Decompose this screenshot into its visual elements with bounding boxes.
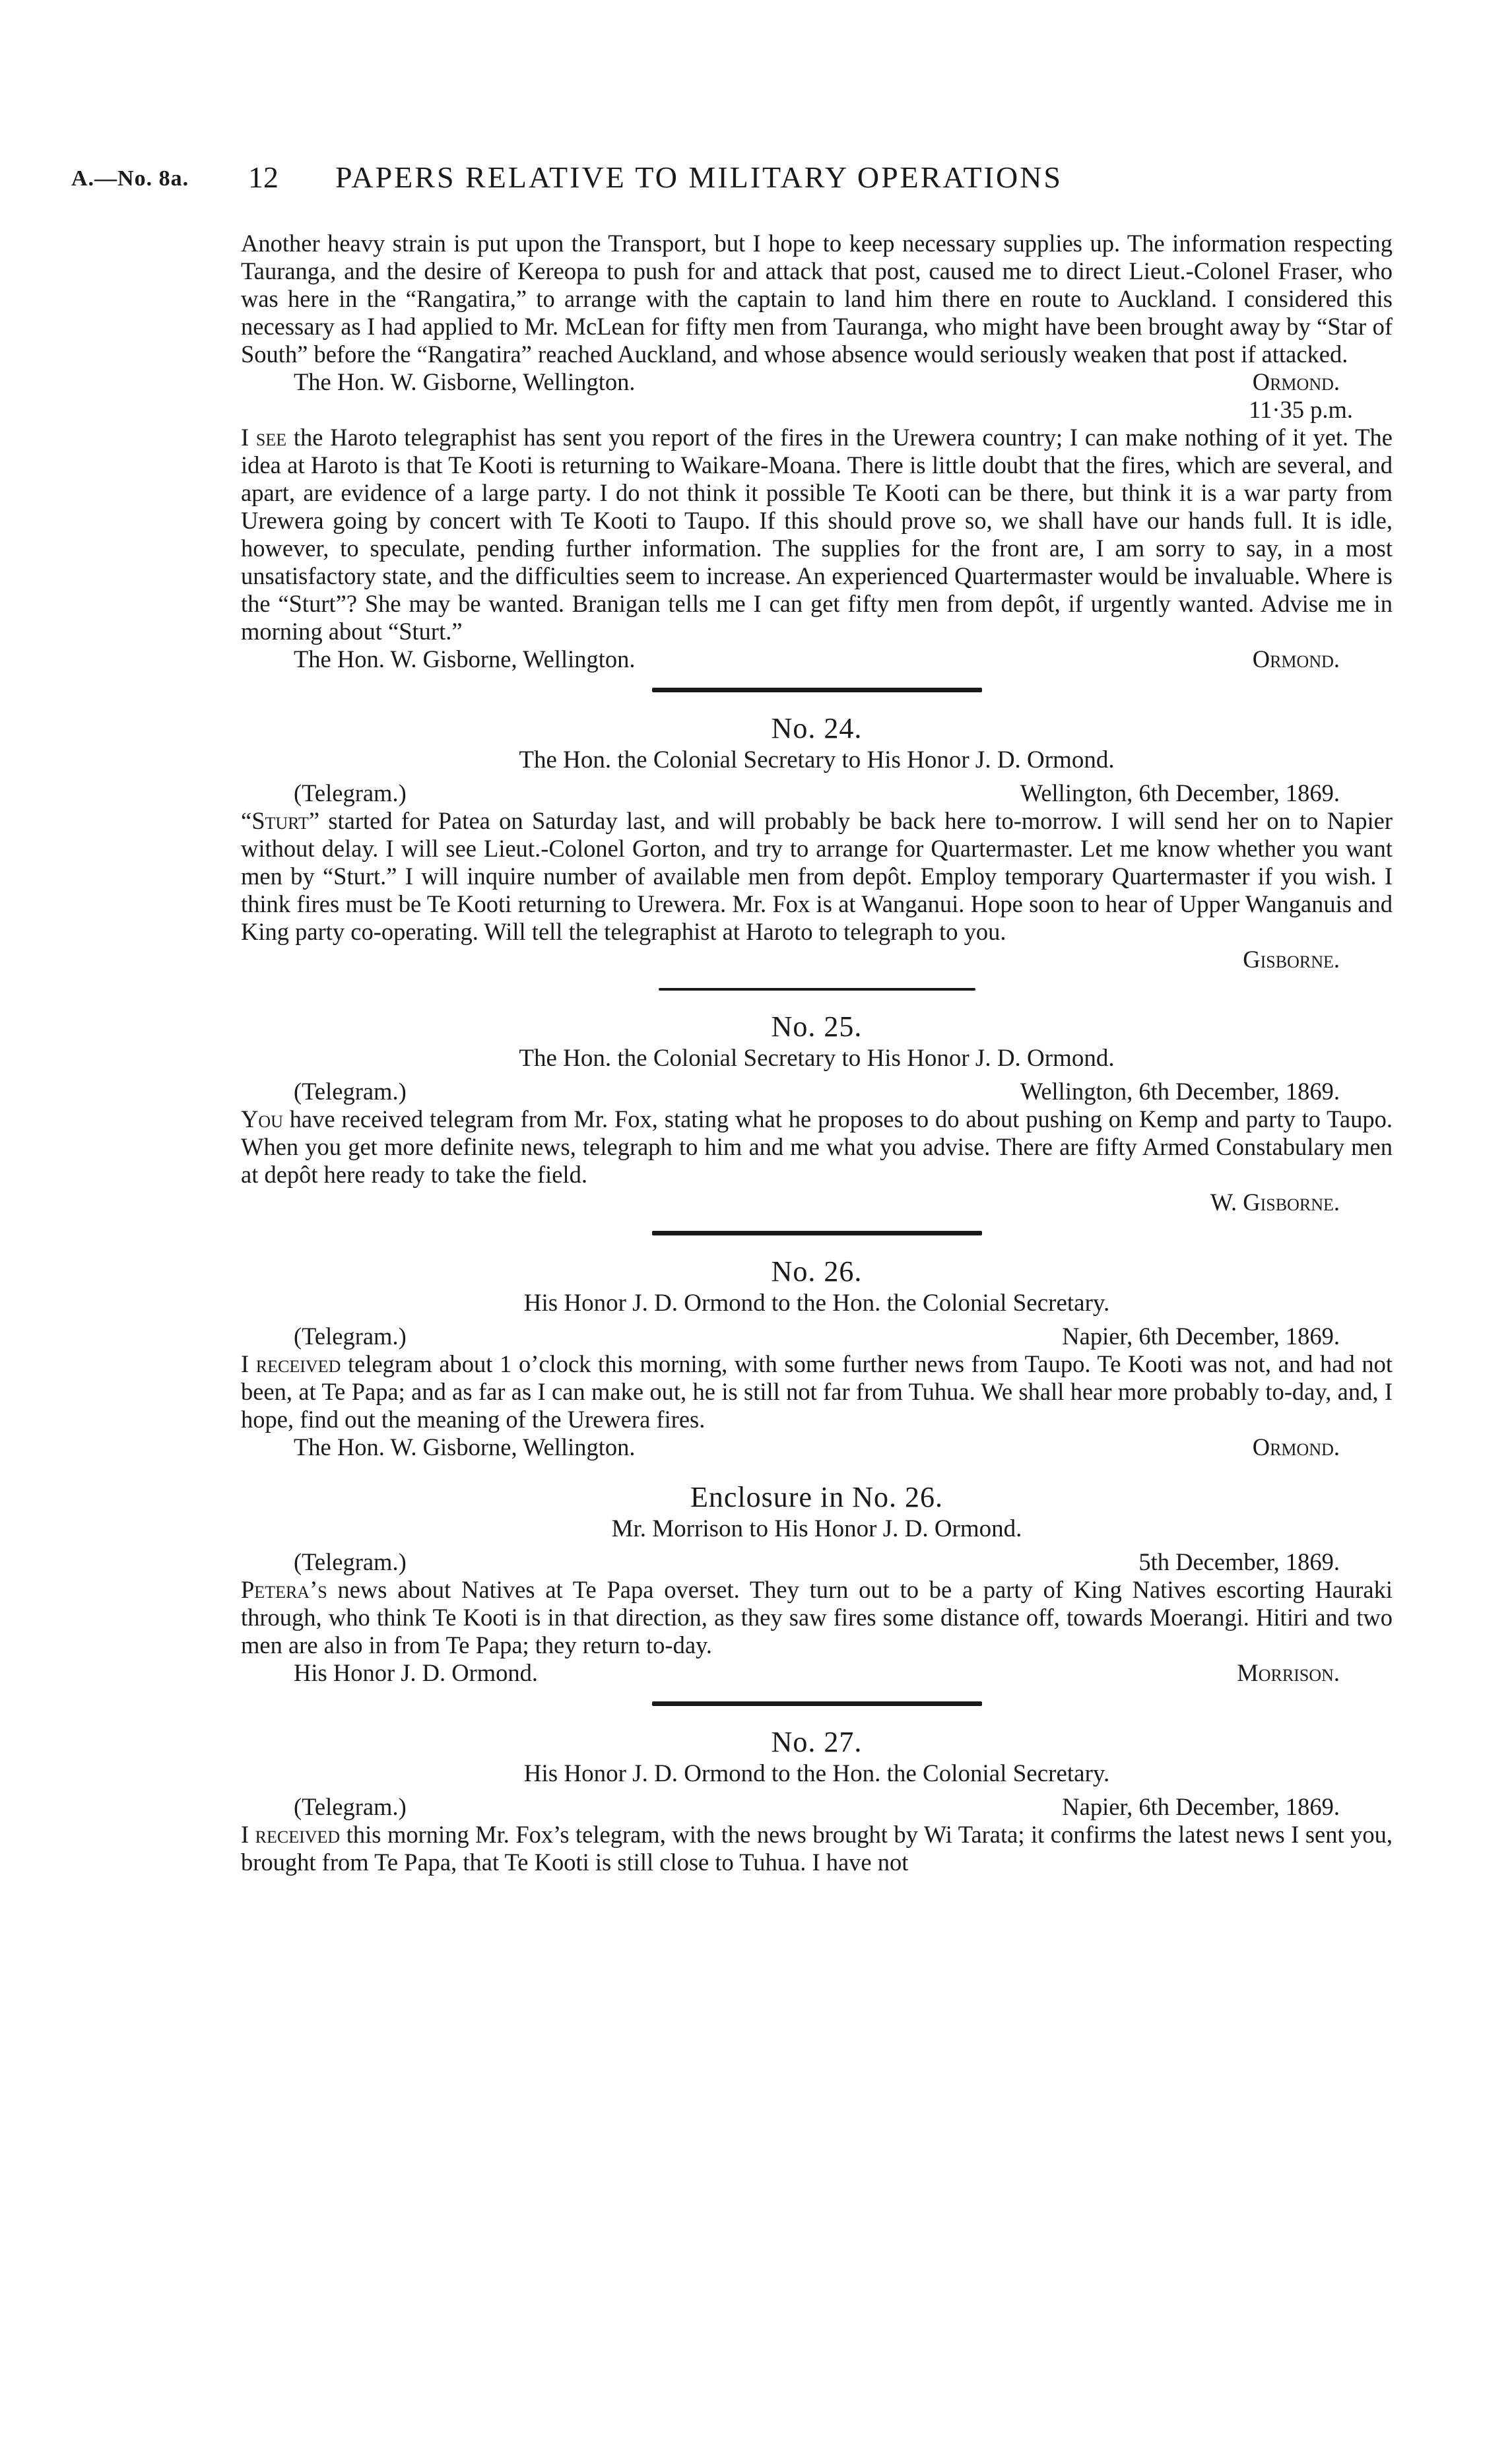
enclosure-from-to: Mr. Morrison to His Honor J. D. Ormond. (611, 1515, 1022, 1542)
telegram-27-type: (Telegram.) (294, 1793, 407, 1820)
intro-second-signature: Ormond. (1252, 645, 1340, 673)
telegram-27-text: this morning Mr. Fox’s telegram, with the news brought by Wi Tarata; it confirms the latest news I sent you, brought from Te Papa, that Te Kooti is still close to Tuhua. I have not (241, 1821, 1393, 1876)
telegram-25-type: (Telegram.) (294, 1078, 407, 1105)
telegram-26-place-date: Napier, 6th December, 1869. (1062, 1323, 1340, 1350)
intro-second-paragraph (241, 424, 1393, 645)
telegram-25-body (241, 1105, 1393, 1189)
section-divider (659, 988, 975, 991)
enclosure-body (241, 1576, 1393, 1659)
section-divider (652, 1701, 982, 1706)
document-reference: A.—No. 8a. (71, 166, 189, 191)
telegram-26-body (241, 1350, 1393, 1433)
telegram-27-meta (241, 1793, 1393, 1821)
telegram-26-text: telegram about 1 o’clock this morning, with some further news from Taupo. Te Kooti was not, and had not been, at Te Papa; and as far as I can make out, he is still not far from Tuhua. We shall hear more probably to-day, and, I hope, find out the meaning of the Urewera fires. (241, 1350, 1393, 1433)
telegram-number-27: No. 27. (771, 1726, 863, 1758)
telegram-number-25: No. 25. (771, 1010, 863, 1043)
telegram-26-from-to: His Honor J. D. Ormond to the Hon. the Colonial Secretary. (523, 1290, 1110, 1317)
running-title: PAPERS RELATIVE TO MILITARY OPERATIONS (335, 160, 1063, 194)
telegram-26-meta (241, 1323, 1393, 1350)
intro-second-body: the Haroto telegraphist has sent you report of the fires in the Urewera country; I can make nothing of it yet. The idea at Haroto is that Te Kooti is returning to Waikare-Moana. There is little doubt that the fires, which are several, and apart, are evidence of a large party. I do not think it possible Te Kooti can be there, but think it is a war party from Urewera going by concert with Te Kooti to Taupo. If this should prove so, we shall have our hands full. It is idle, however, to speculate, pending further information. The supplies for the front are, I am sorry to say, in a most unsatisfactory state, and the difficulties seem to increase. An experienced Quartermaster would be invaluable. Where is the “Sturt”? She may be wanted. Branigan tells me I can get fifty men from depôt, if urgently wanted. Advise me in morning about “Sturt.” (241, 424, 1393, 645)
enclosure-text: news about Natives at Te Papa overset. They turn out to be a party of King Natives escorting Hauraki through, who think Te Kooti is in that direction, as they saw fires some distance off, towards Moerangi. Hitiri and two men are also in from Te Papa; they return to-day. (241, 1576, 1393, 1658)
enclosure-meta (241, 1548, 1393, 1576)
intro-second-signoff (241, 645, 1393, 673)
enclosure-title: Enclosure in No. 26. (690, 1481, 943, 1513)
telegram-25-meta (241, 1078, 1393, 1105)
telegram-25-text: have received telegram from Mr. Fox, stating what he proposes to do about pushing on Kemp and party to Taupo. When you get more definite news, telegraph to him and me what you advise. There are fifty Armed Constabulary men at depôt here ready to take the field. (241, 1105, 1393, 1188)
enclosure-date: 5th December, 1869. (1138, 1548, 1340, 1575)
telegram-24-meta (241, 779, 1393, 807)
telegram-number-24: No. 24. (771, 712, 863, 744)
enclosure-signature: Morrison. (1237, 1659, 1340, 1686)
section-divider (652, 1231, 982, 1235)
telegram-25-place-date: Wellington, 6th December, 1869. (1020, 1078, 1340, 1105)
intro-second-addressee: The Hon. W. Gisborne, Wellington. (294, 645, 636, 673)
telegram-24-type: (Telegram.) (294, 779, 407, 806)
telegram-number-26: No. 26. (771, 1255, 863, 1288)
enclosure-addressee: His Honor J. D. Ormond. (294, 1659, 539, 1686)
telegram-26-signature: Ormond. (1252, 1433, 1340, 1461)
telegram-26-addressee: The Hon. W. Gisborne, Wellington. (294, 1433, 636, 1461)
telegram-25-lead: You (241, 1105, 283, 1133)
intro-signoff (241, 368, 1393, 396)
telegram-27-from-to: His Honor J. D. Ormond to the Hon. the Colonial Secretary. (523, 1760, 1110, 1787)
telegram-26-lead: I received (241, 1350, 341, 1377)
telegram-24-lead: “Sturt” (241, 807, 320, 834)
section-divider (652, 688, 982, 692)
enclosure-signoff (241, 1659, 1393, 1687)
telegram-27-place-date: Napier, 6th December, 1869. (1062, 1793, 1340, 1820)
telegram-24-place-date: Wellington, 6th December, 1869. (1020, 779, 1340, 806)
page-number: 12 (248, 160, 279, 194)
enclosure-lead: Petera’s (241, 1576, 327, 1603)
intro-signature: Ormond. (1252, 368, 1340, 395)
enclosure-type: (Telegram.) (294, 1548, 407, 1575)
page-header (71, 157, 1325, 197)
intro-addressee: The Hon. W. Gisborne, Wellington. (294, 368, 636, 395)
document-body (241, 230, 1393, 1876)
telegram-26-type: (Telegram.) (294, 1323, 407, 1350)
telegram-24-from-to: The Hon. the Colonial Secretary to His Honor J. D. Ormond. (519, 746, 1115, 773)
telegram-26-signoff (241, 1433, 1393, 1461)
telegram-25-signature: W. Gisborne. (1210, 1189, 1340, 1216)
telegram-27-body (241, 1821, 1393, 1876)
intro-second-lead: I see (241, 424, 287, 451)
telegram-24-text: started for Patea on Saturday last, and will probably be back here to-morrow. I will send her on to Napier without delay. I will see Lieut.-Colonel Gorton, and try to arrange for Quartermaster. Let me know whether you want men by “Sturt.” I will inquire number of available men from depôt. Employ temporary Quartermaster if you wish. I think fires must be Te Kooti returning to Urewera. Mr. Fox is at Wanganui. Hope soon to hear of Upper Wanganuis and King party co-operating. Will tell the telegraphist at Haroto to telegraph to you. (241, 807, 1393, 945)
telegram-24-signature: Gisborne. (1243, 946, 1340, 973)
telegram-24-body (241, 807, 1393, 946)
intro-time: 11·35 p.m. (1249, 396, 1353, 423)
intro-paragraph: Another heavy strain is put upon the Transport, but I hope to keep necessary supplies up. The information respecting Tauranga, and the desire of Kereopa to push for and attack that post, caused me to direct Lieut.-Colonel Fraser, who was here in the “Rangatira,” to arrange with the captain to land him there en route to Auckland. I considered this necessary as I had applied to Mr. McLean for fifty men from Tauranga, who might have been brought away by “Star of South” before the “Rangatira” reached Auckland, and whose absence would seriously weaken that post if attacked. (241, 230, 1393, 368)
telegram-25-from-to: The Hon. the Colonial Secretary to His Honor J. D. Ormond. (519, 1045, 1115, 1072)
telegram-27-lead: I received (241, 1821, 341, 1848)
